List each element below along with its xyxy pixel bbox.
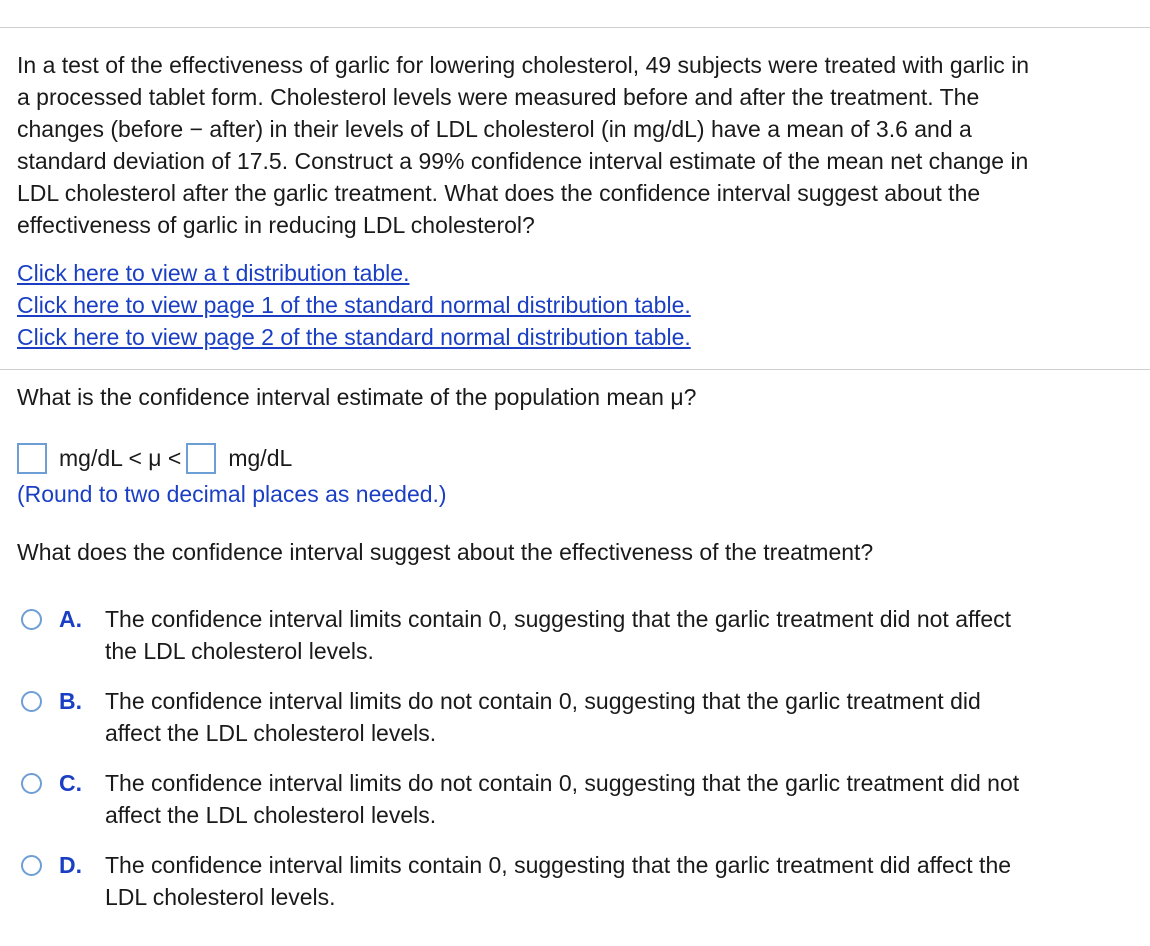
interval-answer-row xyxy=(17,441,292,475)
option-d-text xyxy=(105,849,1150,913)
option-b-line1: The confidence interval limits do not contain 0, suggesting that the garlic treatment did xyxy=(105,688,981,714)
option-a-line1: The confidence interval limits contain 0, suggesting that the garlic treatment did not affect xyxy=(105,606,1012,632)
question-line: In a test of the effectiveness of garlic for lowering cholesterol, 49 subjects were treated with garlic in xyxy=(17,52,1030,78)
option-a-radio[interactable] xyxy=(21,609,42,630)
option-b-line2: affect the LDL cholesterol levels. xyxy=(105,720,437,746)
option-b-radio[interactable] xyxy=(21,691,42,712)
option-b-text xyxy=(105,685,1150,749)
question-line: a processed tablet form. Cholesterol levels were measured before and after the treatment. The xyxy=(17,84,980,110)
option-c-letter: C. xyxy=(59,770,82,796)
normal-table-page-2-link[interactable]: Click here to view page 2 of the standard normal distribution table. xyxy=(17,324,691,350)
section-divider xyxy=(0,369,1150,370)
option-a-line2: the LDL cholesterol levels. xyxy=(105,638,374,664)
question-line: LDL cholesterol after the garlic treatment. What does the confidence interval suggest about the xyxy=(17,180,981,206)
upper-limit-input[interactable] xyxy=(186,443,216,474)
option-d-radio[interactable] xyxy=(21,855,42,876)
question-line: effectiveness of garlic in reducing LDL cholesterol? xyxy=(17,212,535,238)
part1-prompt: What is the confidence interval estimate of the population mean μ? xyxy=(17,384,697,410)
interval-unit-text: mg/dL xyxy=(228,444,293,471)
question-text xyxy=(17,49,1150,241)
part2-prompt: What does the confidence interval suggest about the effectiveness of the treatment? xyxy=(17,539,874,565)
normal-table-page-1-link[interactable]: Click here to view page 1 of the standard normal distribution table. xyxy=(17,292,691,318)
option-c-line2: affect the LDL cholesterol levels. xyxy=(105,802,437,828)
question-line: standard deviation of 17.5. Construct a 99% confidence interval estimate of the mean net change in xyxy=(17,148,1029,174)
top-divider xyxy=(0,27,1150,28)
option-d-line1: The confidence interval limits contain 0, suggesting that the garlic treatment did affect the xyxy=(105,852,1012,878)
option-d-line2: LDL cholesterol levels. xyxy=(105,884,336,910)
interval-middle-text: mg/dL < μ < xyxy=(59,444,182,471)
option-c-line1: The confidence interval limits do not contain 0, suggesting that the garlic treatment did not xyxy=(105,770,1020,796)
option-d-letter: D. xyxy=(59,852,82,878)
resource-links xyxy=(17,257,691,353)
lower-limit-input[interactable] xyxy=(17,443,47,474)
option-c-radio[interactable] xyxy=(21,773,42,794)
option-a-letter: A. xyxy=(59,606,82,632)
rounding-note: (Round to two decimal places as needed.) xyxy=(17,481,447,507)
option-b-letter: B. xyxy=(59,688,82,714)
option-c-text xyxy=(105,767,1150,831)
question-line: changes (before − after) in their levels of LDL cholesterol (in mg/dL) have a mean of 3.6 and a xyxy=(17,116,972,142)
t-distribution-table-link[interactable]: Click here to view a t distribution table. xyxy=(17,260,410,286)
option-a-text xyxy=(105,603,1150,667)
